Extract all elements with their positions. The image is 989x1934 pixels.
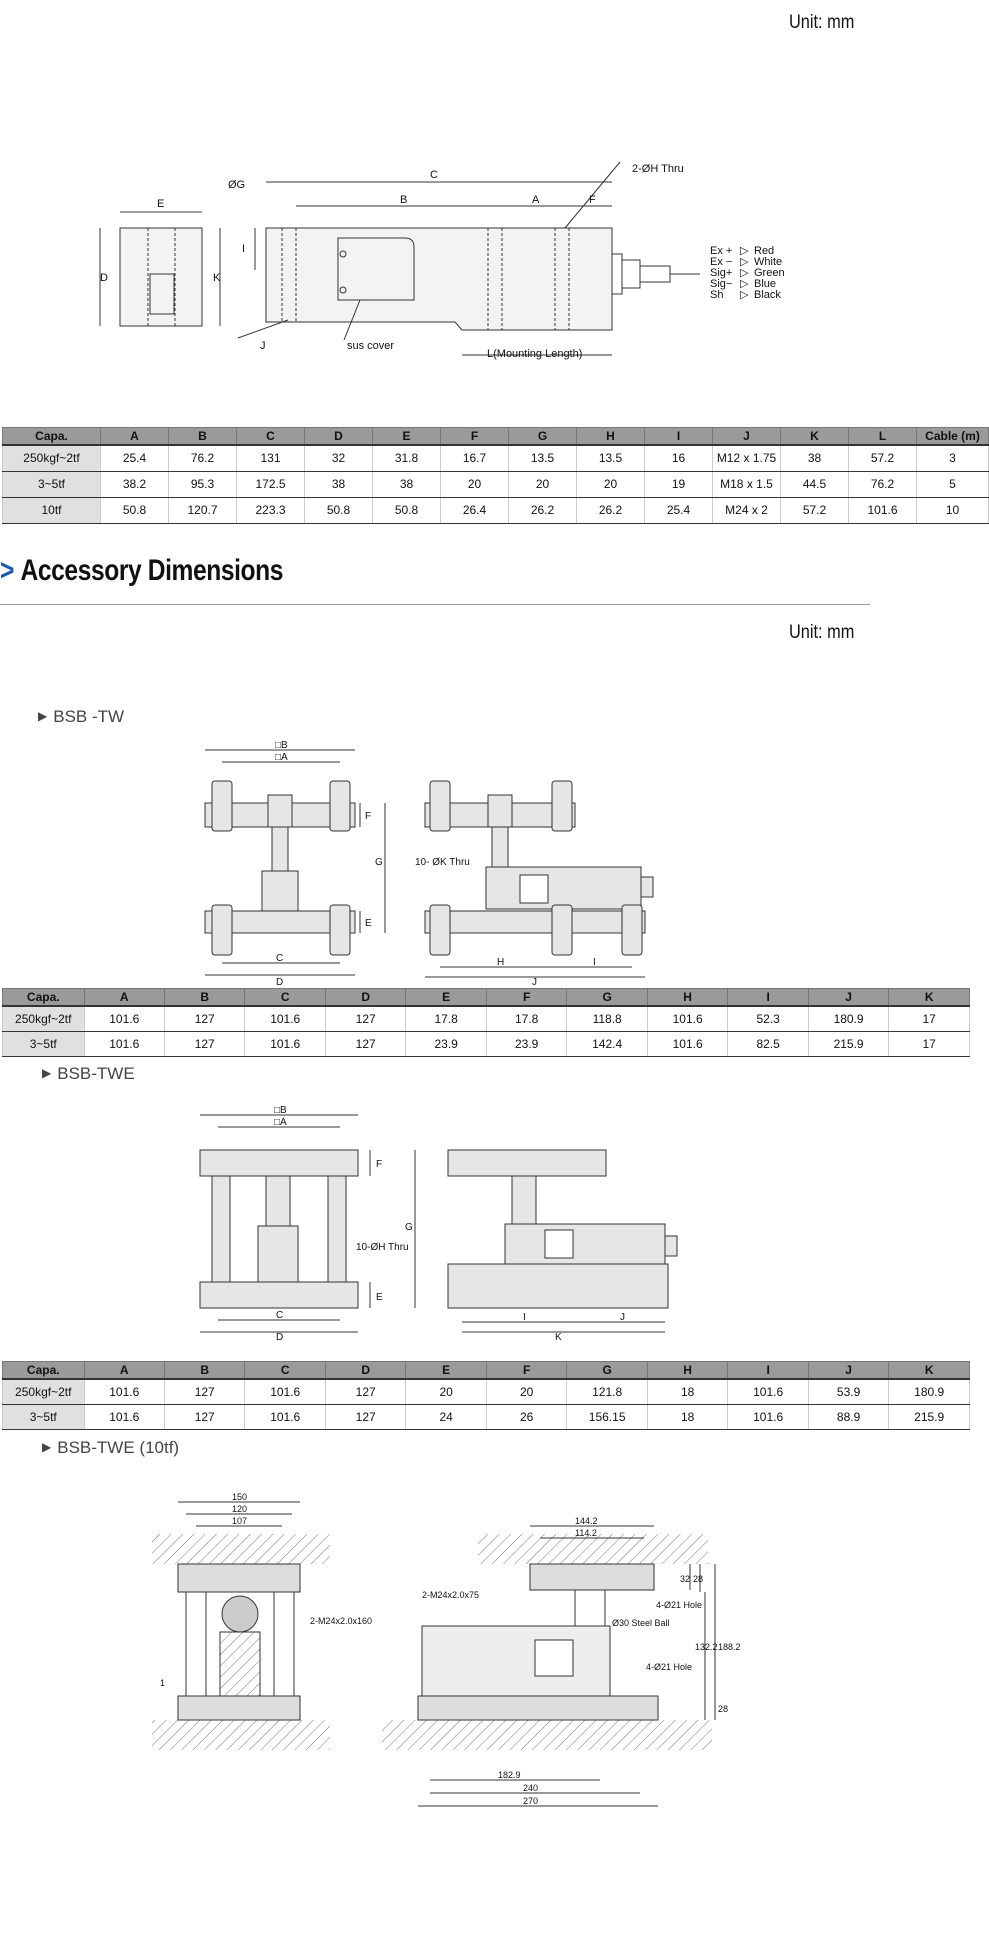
col-header: K	[889, 1362, 970, 1380]
wire-arrow: ▷	[740, 289, 749, 301]
table-cell: 20	[577, 471, 645, 497]
col-header: F	[486, 989, 566, 1007]
dim-28-top: 28	[693, 1574, 704, 1584]
bolt-label: 2-M24x2.0x160	[310, 1616, 373, 1626]
dim-120: 120	[232, 1504, 248, 1514]
table-cell: 82.5	[728, 1031, 808, 1056]
table-cell: 16	[645, 445, 713, 471]
table-cell: 3~5tf	[3, 1404, 85, 1429]
table-cell: 3~5tf	[3, 1031, 85, 1056]
dim-A: A	[532, 194, 540, 206]
col-header: Capa.	[3, 989, 85, 1007]
hole-label-bottom: 4-Ø21 Hole	[646, 1662, 693, 1672]
subsection-bsb-tw	[38, 707, 124, 727]
subsection-bsb-twe	[42, 1064, 135, 1084]
wire-color: Red	[754, 245, 775, 257]
table-cell: 38	[305, 471, 373, 497]
table-cell: 26.2	[577, 497, 645, 523]
col-header: J	[808, 1362, 888, 1380]
thru-hole-label: 10-ØH Thru	[356, 1242, 409, 1253]
table-cell: 38.2	[101, 471, 169, 497]
col-header: H	[647, 989, 727, 1007]
table-cell: 101.6	[245, 1006, 325, 1031]
col-header: H	[577, 428, 645, 446]
table-cell: 101.6	[84, 1404, 164, 1429]
table-cell: 50.8	[101, 497, 169, 523]
table-cell: 24	[406, 1404, 486, 1429]
table-cell: 156.15	[567, 1404, 647, 1429]
table-cell: 88.9	[808, 1404, 888, 1429]
table-cell: 172.5	[237, 471, 305, 497]
col-header: G	[509, 428, 577, 446]
dim-132-2: 132.2	[695, 1642, 718, 1652]
table-cell: 76.2	[169, 445, 237, 471]
col-header: I	[645, 428, 713, 446]
unit-label-top: Unit: mm	[789, 12, 855, 33]
col-header: I	[728, 1362, 808, 1380]
col-header: E	[406, 1362, 486, 1380]
table-cell: 127	[325, 1379, 405, 1404]
table-cell: 17.8	[406, 1006, 486, 1031]
table-cell: 53.9	[808, 1379, 888, 1404]
table-cell: 95.3	[169, 471, 237, 497]
table-header-row	[3, 989, 970, 1007]
dim-32: 32	[680, 1574, 691, 1584]
subsection-bsb-twe-10tf	[42, 1438, 179, 1458]
table-cell: 5	[917, 471, 989, 497]
wire-legend	[710, 245, 785, 301]
col-header: J	[808, 989, 888, 1007]
col-header: C	[245, 1362, 325, 1380]
table-cell: 17	[889, 1006, 970, 1031]
sus-cover-label: sus cover	[347, 340, 395, 352]
col-header: F	[486, 1362, 566, 1380]
table-cell: 142.4	[567, 1031, 647, 1056]
subsection-title: BSB-TWE (10tf)	[57, 1438, 180, 1457]
col-header: E	[406, 989, 486, 1007]
table-cell: 127	[325, 1404, 405, 1429]
table-cell: 18	[647, 1379, 727, 1404]
col-header: E	[373, 428, 441, 446]
table-cell: M24 x 2	[713, 497, 781, 523]
dim-K: K	[555, 1332, 562, 1343]
col-header: Capa.	[3, 428, 101, 446]
table-cell: 250kgf~2tf	[3, 445, 101, 471]
col-header: K	[781, 428, 849, 446]
table-header-row	[3, 1362, 970, 1380]
table-cell: 17.8	[486, 1006, 566, 1031]
dim-F: F	[376, 1159, 383, 1170]
dim-A: □A	[275, 752, 288, 763]
dim-G: G	[405, 1222, 413, 1233]
table-cell: 101.6	[84, 1379, 164, 1404]
table-cell: 76.2	[849, 471, 917, 497]
table-cell: 250kgf~2tf	[3, 1006, 85, 1031]
loadcell-spec-table	[2, 427, 989, 524]
dim-E: E	[365, 918, 372, 929]
col-header: G	[567, 989, 647, 1007]
table-cell: 18	[647, 1404, 727, 1429]
dim-28-bottom: 28	[718, 1704, 729, 1714]
bsb-twe-drawing	[0, 1100, 989, 1343]
col-header: A	[84, 989, 164, 1007]
table-cell: 3	[917, 445, 989, 471]
steel-ball-label: Ø30 Steel Ball	[612, 1618, 670, 1628]
table-cell: 32	[305, 445, 373, 471]
table-cell: 23.9	[406, 1031, 486, 1056]
wire-color: Blue	[754, 278, 777, 290]
table-cell: 16.7	[441, 445, 509, 471]
dim-C: C	[276, 953, 284, 964]
table-cell: 101.6	[245, 1379, 325, 1404]
table-cell: 101.6	[84, 1006, 164, 1031]
table-cell: 127	[325, 1006, 405, 1031]
table-cell: 101.6	[245, 1031, 325, 1056]
dim-J: J	[532, 977, 537, 988]
thru-hole-label: 10- ØK Thru	[415, 857, 470, 868]
dim-107: 107	[232, 1516, 248, 1526]
section-title	[0, 554, 283, 588]
dim-B: □B	[275, 740, 288, 751]
table-cell: M12 x 1.75	[713, 445, 781, 471]
table-row	[3, 1379, 970, 1404]
table-cell: 23.9	[486, 1031, 566, 1056]
dim-D: D	[276, 977, 284, 988]
col-header: D	[305, 428, 373, 446]
dim-D: D	[100, 272, 108, 284]
table-row	[3, 445, 989, 471]
dim-H-thru: 2-ØH Thru	[632, 163, 684, 175]
subsection-title: BSB-TWE	[57, 1064, 135, 1083]
table-cell: 52.3	[728, 1006, 808, 1031]
table-cell: 20	[509, 471, 577, 497]
table-cell: 127	[164, 1006, 244, 1031]
dim-240: 240	[523, 1783, 539, 1793]
col-header: B	[164, 989, 244, 1007]
table-cell: 10tf	[3, 497, 101, 523]
wire-sig: Ex −	[710, 256, 733, 268]
table-row	[3, 497, 989, 523]
table-cell: 25.4	[101, 445, 169, 471]
dim-270: 270	[523, 1796, 539, 1806]
wire-sig: Sig+	[710, 267, 733, 279]
table-cell: 101.6	[728, 1379, 808, 1404]
table-header-row	[3, 428, 989, 446]
table-cell: 121.8	[567, 1379, 647, 1404]
table-cell: 26.4	[441, 497, 509, 523]
table-cell: 215.9	[808, 1031, 888, 1056]
dim-I: I	[593, 957, 596, 968]
table-cell: 101.6	[84, 1031, 164, 1056]
table-cell: 17	[889, 1031, 970, 1056]
col-header: H	[647, 1362, 727, 1380]
dim-G: G	[375, 857, 383, 868]
bsb-twe-spec-table	[2, 1361, 970, 1430]
col-header: A	[101, 428, 169, 446]
dim-J: J	[620, 1312, 625, 1323]
table-cell: 38	[781, 445, 849, 471]
dim-144-2: 144.2	[575, 1516, 598, 1526]
col-header: A	[84, 1362, 164, 1380]
table-row	[3, 1031, 970, 1056]
table-cell: 31.8	[373, 445, 441, 471]
dim-B: □B	[274, 1105, 287, 1116]
table-cell: 215.9	[889, 1404, 970, 1429]
table-row	[3, 1404, 970, 1429]
dim-F: F	[365, 811, 372, 822]
table-cell: 20	[486, 1379, 566, 1404]
dim-D: D	[276, 1332, 284, 1343]
dim-C: C	[276, 1310, 284, 1321]
dim-B: B	[400, 194, 408, 206]
dim-J: J	[260, 340, 266, 352]
col-header: C	[245, 989, 325, 1007]
dim-E: E	[157, 198, 165, 210]
col-header: F	[441, 428, 509, 446]
wire-color: White	[754, 256, 783, 268]
table-cell: 19	[645, 471, 713, 497]
col-header: K	[889, 989, 970, 1007]
table-cell: 180.9	[808, 1006, 888, 1031]
table-cell: 50.8	[305, 497, 373, 523]
dim-I: I	[523, 1312, 526, 1323]
wire-sig: Sh	[710, 289, 724, 301]
table-cell: 101.6	[849, 497, 917, 523]
section-divider	[0, 604, 870, 605]
table-row	[3, 1006, 970, 1031]
col-header: L	[849, 428, 917, 446]
bsb-tw-spec-table	[2, 988, 970, 1057]
table-cell: 26	[486, 1404, 566, 1429]
col-header: Capa.	[3, 1362, 85, 1380]
table-cell: 127	[164, 1404, 244, 1429]
mounting-length-label: L(Mounting Length)	[487, 348, 583, 360]
col-header: Cable (m)	[917, 428, 989, 446]
dim-114-2: 114.2	[575, 1528, 597, 1538]
table-cell: 223.3	[237, 497, 305, 523]
wire-arrow: ▷	[740, 278, 749, 290]
section-title-marker: >	[0, 554, 14, 587]
triangle-bullet-icon: ▶	[38, 709, 48, 723]
subsection-title: BSB -TW	[53, 707, 125, 726]
col-header: D	[325, 989, 405, 1007]
wire-arrow: ▷	[740, 267, 749, 279]
wire-color: Black	[754, 289, 781, 301]
bsb-tw-drawing	[0, 740, 989, 988]
dim-H: H	[497, 957, 505, 968]
wire-color: Green	[754, 267, 785, 279]
col-header: D	[325, 1362, 405, 1380]
dim-K: K	[213, 272, 221, 284]
table-cell: 44.5	[781, 471, 849, 497]
col-header: B	[169, 428, 237, 446]
table-cell: 10	[917, 497, 989, 523]
table-cell: 120.7	[169, 497, 237, 523]
hole-label-top: 4-Ø21 Hole	[656, 1600, 703, 1610]
dim-C: C	[430, 169, 438, 181]
dim-I: I	[242, 243, 246, 255]
wire-arrow: ▷	[740, 256, 749, 268]
wire-sig: Ex +	[710, 245, 733, 257]
table-cell: 101.6	[728, 1404, 808, 1429]
table-cell: 101.6	[647, 1031, 727, 1056]
dim-A: □A	[274, 1117, 287, 1128]
table-cell: 50.8	[373, 497, 441, 523]
bsb-twe-10tf-drawing	[0, 1490, 989, 1820]
table-cell: 57.2	[849, 445, 917, 471]
table-cell: 13.5	[509, 445, 577, 471]
dim-150: 150	[232, 1492, 248, 1502]
col-header: I	[728, 989, 808, 1007]
table-cell: M18 x 1.5	[713, 471, 781, 497]
wire-sig: Sig−	[710, 278, 733, 290]
table-cell: 20	[406, 1379, 486, 1404]
table-cell: 38	[373, 471, 441, 497]
dim-182-9: 182.9	[498, 1770, 521, 1780]
table-cell: 20	[441, 471, 509, 497]
table-cell: 101.6	[647, 1006, 727, 1031]
table-cell: 57.2	[781, 497, 849, 523]
table-cell: 180.9	[889, 1379, 970, 1404]
table-cell: 13.5	[577, 445, 645, 471]
table-cell: 127	[164, 1031, 244, 1056]
table-row	[3, 471, 989, 497]
triangle-bullet-icon: ▶	[42, 1066, 52, 1080]
table-cell: 127	[325, 1031, 405, 1056]
table-cell: 3~5tf	[3, 471, 101, 497]
dim-188-2: 188.2	[718, 1642, 741, 1652]
col-header: G	[567, 1362, 647, 1380]
table-cell: 26.2	[509, 497, 577, 523]
table-cell: 118.8	[567, 1006, 647, 1031]
table-cell: 250kgf~2tf	[3, 1379, 85, 1404]
dim-G: ØG	[228, 179, 246, 191]
col-header: J	[713, 428, 781, 446]
wire-arrow: ▷	[740, 245, 749, 257]
unit-label-accessory: Unit: mm	[789, 622, 855, 643]
dim-E: E	[376, 1292, 383, 1303]
table-cell: 25.4	[645, 497, 713, 523]
bolt2-label: 2-M24x2.0x75	[422, 1590, 480, 1600]
dim-F: F	[589, 194, 596, 206]
table-cell: 101.6	[245, 1404, 325, 1429]
table-cell: 127	[164, 1379, 244, 1404]
dim-1: 1	[160, 1678, 166, 1688]
table-cell: 131	[237, 445, 305, 471]
section-title-text: Accessory Dimensions	[20, 554, 284, 587]
col-header: B	[164, 1362, 244, 1380]
triangle-bullet-icon: ▶	[42, 1440, 52, 1454]
col-header: C	[237, 428, 305, 446]
